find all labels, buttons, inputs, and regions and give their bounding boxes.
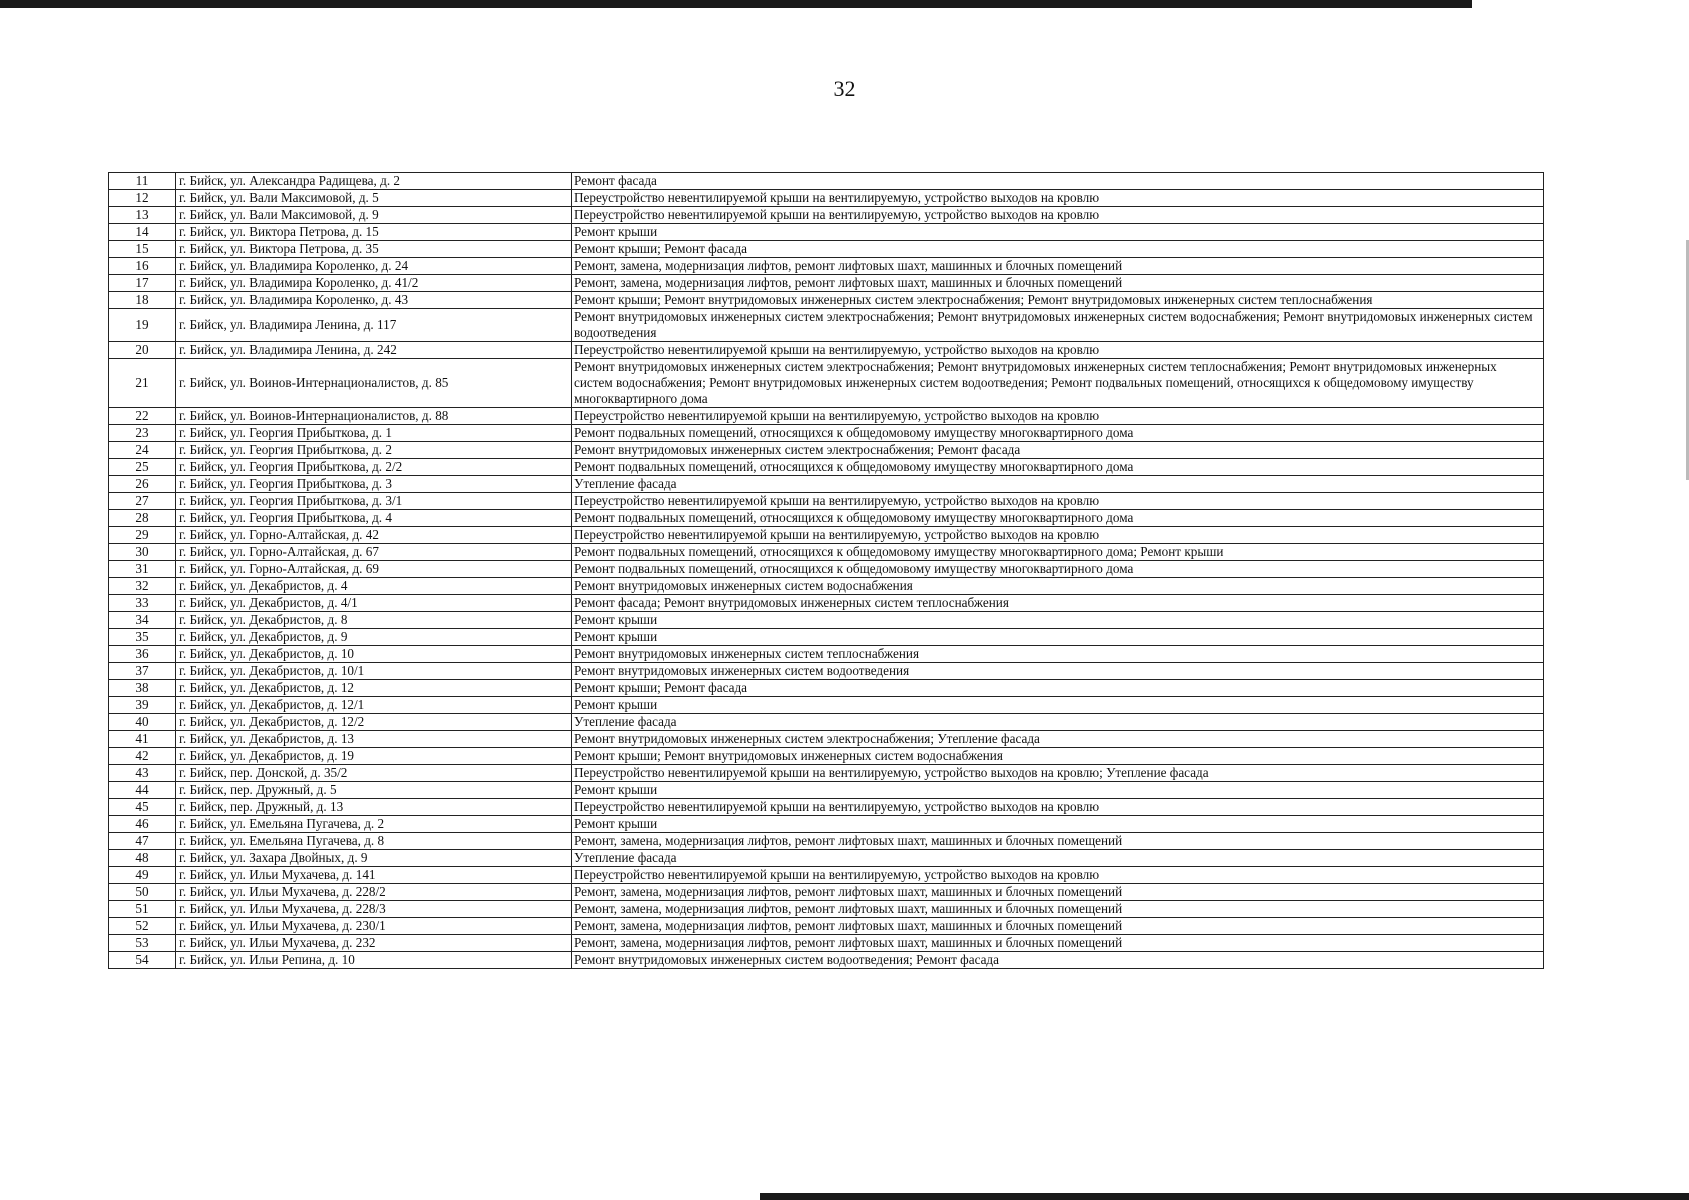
works-cell: Утепление фасада: [572, 850, 1544, 867]
table-row: [109, 459, 1544, 476]
works-cell: Ремонт внутридомовых инженерных систем электроснабжения; Ремонт внутридомовых инженерных систем теплоснабжения; Ремонт внутридомовых инженерных систем водоснабжения; Ремонт внутридомовых инженерных систем водоотведения; Ремонт подвальных помещений, относящихся к общедомовому имуществу многоквартирного дома: [572, 359, 1544, 408]
address-cell: г. Бийск, ул. Виктора Петрова, д. 15: [176, 224, 572, 241]
table-row: [109, 595, 1544, 612]
address-cell: г. Бийск, ул. Декабристов, д. 12/1: [176, 697, 572, 714]
works-cell: Ремонт крыши: [572, 612, 1544, 629]
works-cell: Ремонт внутридомовых инженерных систем водоснабжения: [572, 578, 1544, 595]
address-cell: г. Бийск, ул. Горно-Алтайская, д. 67: [176, 544, 572, 561]
table-row: [109, 425, 1544, 442]
address-cell: г. Бийск, ул. Александра Радищева, д. 2: [176, 173, 572, 190]
table-row: [109, 952, 1544, 969]
table-row: [109, 561, 1544, 578]
works-cell: Ремонт, замена, модернизация лифтов, ремонт лифтовых шахт, машинных и блочных помещений: [572, 275, 1544, 292]
row-number-cell: 51: [109, 901, 176, 918]
address-cell: г. Бийск, ул. Декабристов, д. 19: [176, 748, 572, 765]
table-row: [109, 663, 1544, 680]
row-number-cell: 52: [109, 918, 176, 935]
address-cell: г. Бийск, ул. Горно-Алтайская, д. 42: [176, 527, 572, 544]
table-row: [109, 342, 1544, 359]
table-row: [109, 309, 1544, 342]
table-row: [109, 207, 1544, 224]
works-cell: Переустройство невентилируемой крыши на вентилируемую, устройство выходов на кровлю: [572, 527, 1544, 544]
address-cell: г. Бийск, пер. Дружный, д. 5: [176, 782, 572, 799]
row-number-cell: 49: [109, 867, 176, 884]
address-cell: г. Бийск, ул. Вали Максимовой, д. 5: [176, 190, 572, 207]
works-cell: Ремонт фасада: [572, 173, 1544, 190]
row-number-cell: 47: [109, 833, 176, 850]
table-row: [109, 799, 1544, 816]
works-cell: Ремонт подвальных помещений, относящихся к общедомовому имуществу многоквартирного дома; Ремонт крыши: [572, 544, 1544, 561]
row-number-cell: 53: [109, 935, 176, 952]
works-cell: Переустройство невентилируемой крыши на вентилируемую, устройство выходов на кровлю: [572, 493, 1544, 510]
row-number-cell: 14: [109, 224, 176, 241]
address-cell: г. Бийск, ул. Декабристов, д. 13: [176, 731, 572, 748]
works-cell: Ремонт внутридомовых инженерных систем электроснабжения; Ремонт внутридомовых инженерных систем водоснабжения; Ремонт внутридомовых инженерных систем водоотведения: [572, 309, 1544, 342]
works-cell: Ремонт внутридомовых инженерных систем электроснабжения; Утепление фасада: [572, 731, 1544, 748]
address-cell: г. Бийск, ул. Декабристов, д. 4: [176, 578, 572, 595]
works-cell: Переустройство невентилируемой крыши на вентилируемую, устройство выходов на кровлю: [572, 190, 1544, 207]
table-row: [109, 578, 1544, 595]
row-number-cell: 41: [109, 731, 176, 748]
row-number-cell: 30: [109, 544, 176, 561]
works-cell: Переустройство невентилируемой крыши на вентилируемую, устройство выходов на кровлю: [572, 867, 1544, 884]
works-cell: Ремонт, замена, модернизация лифтов, ремонт лифтовых шахт, машинных и блочных помещений: [572, 258, 1544, 275]
row-number-cell: 27: [109, 493, 176, 510]
address-cell: г. Бийск, ул. Ильи Мухачева, д. 230/1: [176, 918, 572, 935]
row-number-cell: 24: [109, 442, 176, 459]
address-cell: г. Бийск, ул. Емельяна Пугачева, д. 8: [176, 833, 572, 850]
table-row: [109, 680, 1544, 697]
table-row: [109, 527, 1544, 544]
works-cell: Переустройство невентилируемой крыши на вентилируемую, устройство выходов на кровлю; Утепление фасада: [572, 765, 1544, 782]
row-number-cell: 46: [109, 816, 176, 833]
address-cell: г. Бийск, ул. Горно-Алтайская, д. 69: [176, 561, 572, 578]
address-cell: г. Бийск, ул. Емельяна Пугачева, д. 2: [176, 816, 572, 833]
works-cell: Ремонт крыши: [572, 816, 1544, 833]
row-number-cell: 28: [109, 510, 176, 527]
row-number-cell: 21: [109, 359, 176, 408]
works-cell: Ремонт внутридомовых инженерных систем электроснабжения; Ремонт фасада: [572, 442, 1544, 459]
address-cell: г. Бийск, ул. Георгия Прибыткова, д. 2/2: [176, 459, 572, 476]
row-number-cell: 33: [109, 595, 176, 612]
row-number-cell: 42: [109, 748, 176, 765]
address-cell: г. Бийск, ул. Воинов-Интернационалистов, д. 88: [176, 408, 572, 425]
address-cell: г. Бийск, ул. Декабристов, д. 4/1: [176, 595, 572, 612]
address-cell: г. Бийск, ул. Ильи Мухачева, д. 228/2: [176, 884, 572, 901]
row-number-cell: 32: [109, 578, 176, 595]
row-number-cell: 26: [109, 476, 176, 493]
page-number: 32: [833, 76, 856, 101]
table-row: [109, 476, 1544, 493]
address-cell: г. Бийск, ул. Владимира Ленина, д. 242: [176, 342, 572, 359]
address-cell: г. Бийск, ул. Ильи Репина, д. 10: [176, 952, 572, 969]
table-row: [109, 748, 1544, 765]
works-cell: Ремонт подвальных помещений, относящихся к общедомовому имуществу многоквартирного дома: [572, 425, 1544, 442]
works-cell: Переустройство невентилируемой крыши на вентилируемую, устройство выходов на кровлю: [572, 408, 1544, 425]
works-cell: Ремонт фасада; Ремонт внутридомовых инженерных систем теплоснабжения: [572, 595, 1544, 612]
table-row: [109, 901, 1544, 918]
table-row: [109, 935, 1544, 952]
address-cell: г. Бийск, пер. Дружный, д. 13: [176, 799, 572, 816]
works-cell: Ремонт крыши; Ремонт внутридомовых инженерных систем водоснабжения: [572, 748, 1544, 765]
table-row: [109, 731, 1544, 748]
row-number-cell: 35: [109, 629, 176, 646]
table-row: [109, 224, 1544, 241]
row-number-cell: 48: [109, 850, 176, 867]
table-row: [109, 867, 1544, 884]
works-cell: Утепление фасада: [572, 714, 1544, 731]
row-number-cell: 22: [109, 408, 176, 425]
row-number-cell: 23: [109, 425, 176, 442]
address-cell: г. Бийск, ул. Декабристов, д. 12: [176, 680, 572, 697]
row-number-cell: 39: [109, 697, 176, 714]
address-cell: г. Бийск, ул. Захара Двойных, д. 9: [176, 850, 572, 867]
works-cell: Ремонт, замена, модернизация лифтов, ремонт лифтовых шахт, машинных и блочных помещений: [572, 918, 1544, 935]
table-row: [109, 714, 1544, 731]
table-row: [109, 544, 1544, 561]
row-number-cell: 50: [109, 884, 176, 901]
address-cell: г. Бийск, ул. Владимира Ленина, д. 117: [176, 309, 572, 342]
works-cell: Ремонт подвальных помещений, относящихся к общедомовому имуществу многоквартирного дома: [572, 510, 1544, 527]
row-number-cell: 37: [109, 663, 176, 680]
row-number-cell: 17: [109, 275, 176, 292]
address-cell: г. Бийск, ул. Ильи Мухачева, д. 232: [176, 935, 572, 952]
table-row: [109, 173, 1544, 190]
table-row: [109, 782, 1544, 799]
table-row: [109, 408, 1544, 425]
table-row: [109, 918, 1544, 935]
table-row: [109, 884, 1544, 901]
table-row: [109, 629, 1544, 646]
scan-border-top: [0, 0, 1472, 8]
address-cell: г. Бийск, ул. Ильи Мухачева, д. 228/3: [176, 901, 572, 918]
row-number-cell: 13: [109, 207, 176, 224]
row-number-cell: 34: [109, 612, 176, 629]
row-number-cell: 15: [109, 241, 176, 258]
address-cell: г. Бийск, ул. Декабристов, д. 10: [176, 646, 572, 663]
row-number-cell: 36: [109, 646, 176, 663]
works-cell: Ремонт подвальных помещений, относящихся к общедомовому имуществу многоквартирного дома: [572, 459, 1544, 476]
address-cell: г. Бийск, ул. Владимира Короленко, д. 41/2: [176, 275, 572, 292]
table-row: [109, 646, 1544, 663]
works-cell: Ремонт крыши: [572, 224, 1544, 241]
table-row: [109, 833, 1544, 850]
address-cell: г. Бийск, ул. Воинов-Интернационалистов, д. 85: [176, 359, 572, 408]
works-cell: Ремонт внутридомовых инженерных систем водоотведения; Ремонт фасада: [572, 952, 1544, 969]
works-cell: Ремонт, замена, модернизация лифтов, ремонт лифтовых шахт, машинных и блочных помещений: [572, 833, 1544, 850]
address-cell: г. Бийск, ул. Декабристов, д. 10/1: [176, 663, 572, 680]
works-cell: Ремонт, замена, модернизация лифтов, ремонт лифтовых шахт, машинных и блочных помещений: [572, 884, 1544, 901]
works-cell: Ремонт, замена, модернизация лифтов, ремонт лифтовых шахт, машинных и блочных помещений: [572, 935, 1544, 952]
scan-border-bottom: [760, 1193, 1689, 1200]
row-number-cell: 16: [109, 258, 176, 275]
row-number-cell: 44: [109, 782, 176, 799]
table-row: [109, 359, 1544, 408]
row-number-cell: 18: [109, 292, 176, 309]
works-cell: Ремонт крыши; Ремонт внутридомовых инженерных систем электроснабжения; Ремонт внутридомовых инженерных систем теплоснабжения: [572, 292, 1544, 309]
works-cell: Переустройство невентилируемой крыши на вентилируемую, устройство выходов на кровлю: [572, 342, 1544, 359]
row-number-cell: 38: [109, 680, 176, 697]
row-number-cell: 11: [109, 173, 176, 190]
table-row: [109, 241, 1544, 258]
address-cell: г. Бийск, ул. Ильи Мухачева, д. 141: [176, 867, 572, 884]
address-cell: г. Бийск, ул. Георгия Прибыткова, д. 2: [176, 442, 572, 459]
address-cell: г. Бийск, пер. Донской, д. 35/2: [176, 765, 572, 782]
row-number-cell: 12: [109, 190, 176, 207]
works-table-body: [109, 173, 1544, 969]
row-number-cell: 31: [109, 561, 176, 578]
row-number-cell: 20: [109, 342, 176, 359]
works-cell: Ремонт крыши: [572, 697, 1544, 714]
table-row: [109, 510, 1544, 527]
table-row: [109, 190, 1544, 207]
works-cell: Ремонт внутридомовых инженерных систем теплоснабжения: [572, 646, 1544, 663]
works-cell: Ремонт крыши; Ремонт фасада: [572, 680, 1544, 697]
row-number-cell: 25: [109, 459, 176, 476]
row-number-cell: 29: [109, 527, 176, 544]
table-row: [109, 275, 1544, 292]
row-number-cell: 43: [109, 765, 176, 782]
table-row: [109, 292, 1544, 309]
works-cell: Ремонт крыши; Ремонт фасада: [572, 241, 1544, 258]
address-cell: г. Бийск, ул. Владимира Короленко, д. 24: [176, 258, 572, 275]
address-cell: г. Бийск, ул. Георгия Прибыткова, д. 4: [176, 510, 572, 527]
address-cell: г. Бийск, ул. Декабристов, д. 8: [176, 612, 572, 629]
table-row: [109, 697, 1544, 714]
works-cell: Ремонт крыши: [572, 782, 1544, 799]
row-number-cell: 45: [109, 799, 176, 816]
table-row: [109, 442, 1544, 459]
row-number-cell: 19: [109, 309, 176, 342]
address-cell: г. Бийск, ул. Декабристов, д. 9: [176, 629, 572, 646]
address-cell: г. Бийск, ул. Вали Максимовой, д. 9: [176, 207, 572, 224]
works-cell: Ремонт, замена, модернизация лифтов, ремонт лифтовых шахт, машинных и блочных помещений: [572, 901, 1544, 918]
table-row: [109, 612, 1544, 629]
address-cell: г. Бийск, ул. Георгия Прибыткова, д. 3: [176, 476, 572, 493]
works-table: [108, 172, 1544, 969]
table-row: [109, 493, 1544, 510]
works-cell: Переустройство невентилируемой крыши на вентилируемую, устройство выходов на кровлю: [572, 207, 1544, 224]
works-cell: Утепление фасада: [572, 476, 1544, 493]
address-cell: г. Бийск, ул. Георгия Прибыткова, д. 1: [176, 425, 572, 442]
works-cell: Ремонт внутридомовых инженерных систем водоотведения: [572, 663, 1544, 680]
works-cell: Переустройство невентилируемой крыши на вентилируемую, устройство выходов на кровлю: [572, 799, 1544, 816]
table-row: [109, 850, 1544, 867]
table-row: [109, 765, 1544, 782]
row-number-cell: 40: [109, 714, 176, 731]
works-cell: Ремонт подвальных помещений, относящихся к общедомовому имуществу многоквартирного дома: [572, 561, 1544, 578]
table-row: [109, 258, 1544, 275]
table-row: [109, 816, 1544, 833]
address-cell: г. Бийск, ул. Георгия Прибыткова, д. 3/1: [176, 493, 572, 510]
address-cell: г. Бийск, ул. Владимира Короленко, д. 43: [176, 292, 572, 309]
address-cell: г. Бийск, ул. Виктора Петрова, д. 35: [176, 241, 572, 258]
row-number-cell: 54: [109, 952, 176, 969]
works-cell: Ремонт крыши: [572, 629, 1544, 646]
address-cell: г. Бийск, ул. Декабристов, д. 12/2: [176, 714, 572, 731]
